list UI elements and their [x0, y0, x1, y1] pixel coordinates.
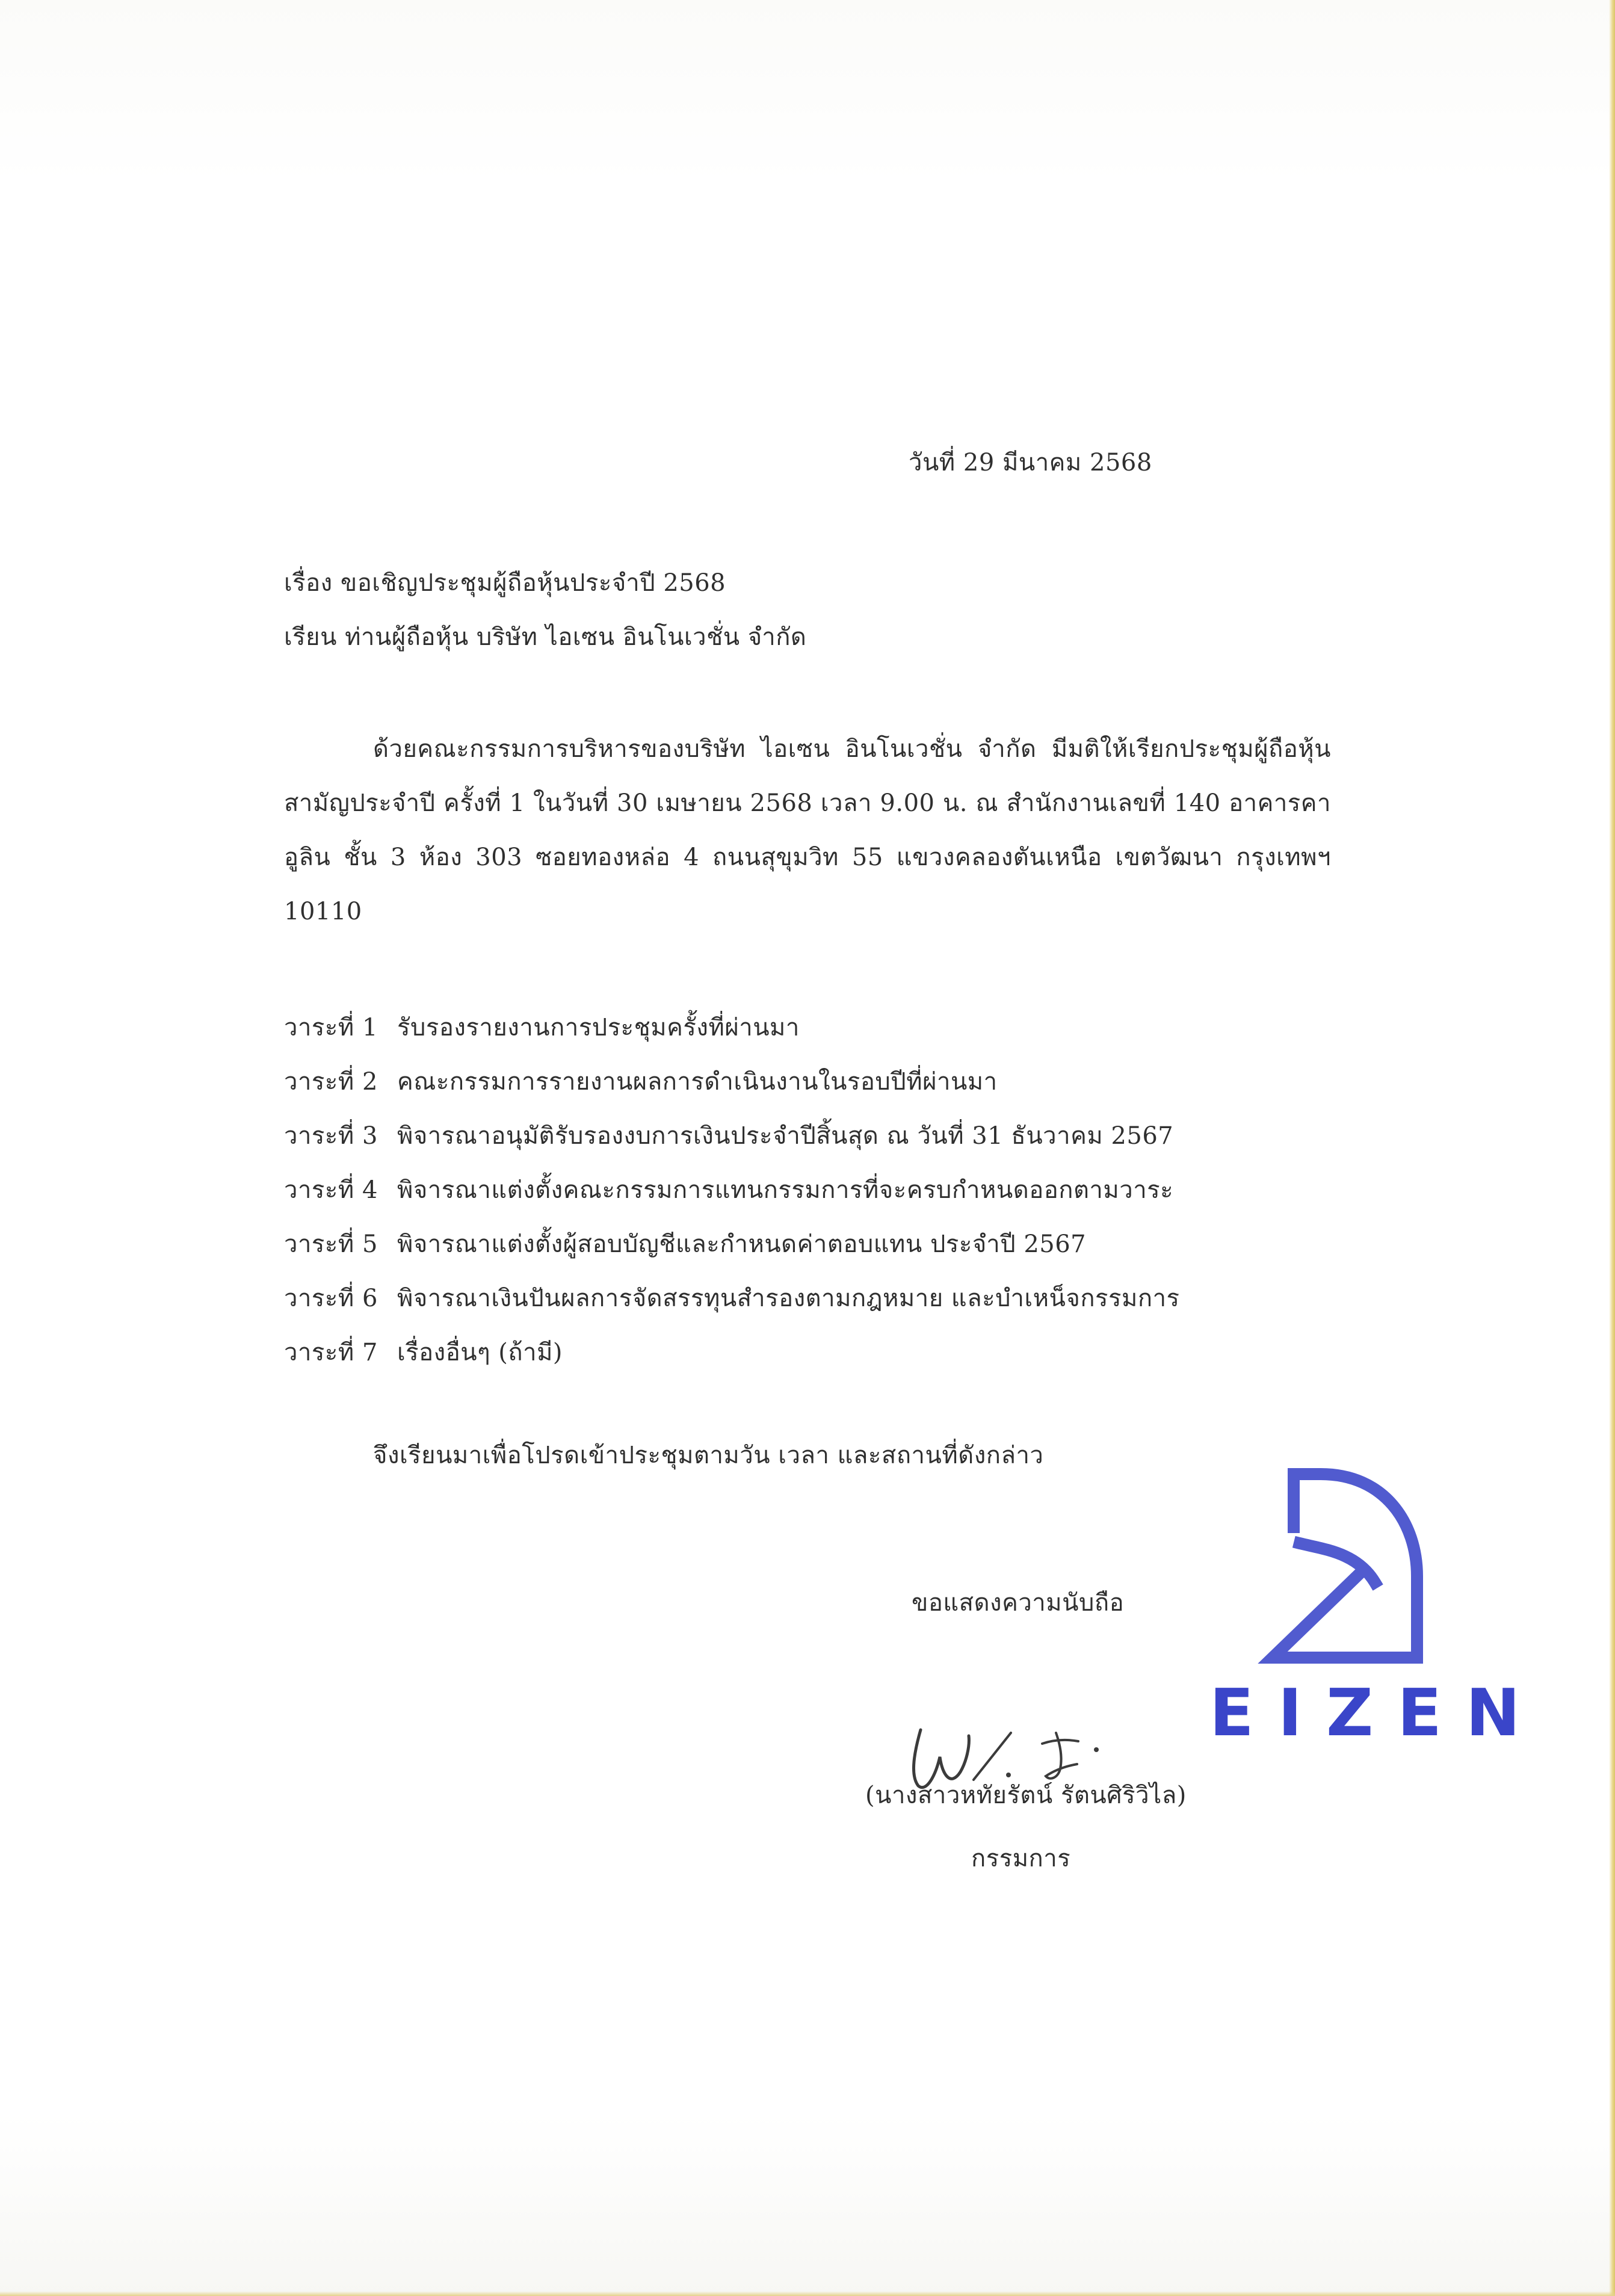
agenda-item: [284, 1109, 1307, 1163]
agenda-text: เรื่องอื่นๆ (ถ้ามี): [397, 1339, 563, 1366]
letter-subject: เรื่อง ขอเชิญประชุมผู้ถือหุ้นประจำปี 2568: [284, 569, 726, 597]
agenda-item: [284, 1271, 1307, 1325]
agenda-text: รับรองรายงานการประชุมครั้งที่ผ่านมา: [397, 1014, 800, 1042]
letter-recipient: เรียน ท่านผู้ถือหุ้น บริษัท ไอเซน อินโนเวชั่น จำกัด: [284, 623, 807, 651]
agenda-number: วาระที่ 5: [284, 1230, 378, 1258]
agenda-item: [284, 1325, 1307, 1380]
letter-date: วันที่ 29 มีนาคม 2568: [909, 449, 1152, 477]
paper-edge-bottom: [0, 2291, 1615, 2296]
agenda-text: พิจารณาอนุมัติรับรองงบการเงินประจำปีสิ้นสุด ณ วันที่ 31 ธันวาคม 2567: [397, 1122, 1174, 1150]
agenda-item: [284, 1001, 1307, 1055]
agenda-number: วาระที่ 4: [284, 1176, 378, 1204]
agenda-text: พิจารณาแต่งตั้งผู้สอบบัญชีและกำหนดค่าตอบแทน ประจำปี 2567: [397, 1230, 1087, 1258]
agenda-number: วาระที่ 6: [284, 1285, 378, 1312]
agenda-text: พิจารณาแต่งตั้งคณะกรรมการแทนกรรมการที่จะครบกำหนดออกตามวาระ: [397, 1176, 1174, 1204]
stamp-text: EIZEN: [1209, 1676, 1545, 1751]
agenda-number: วาระที่ 7: [284, 1339, 378, 1366]
agenda-text: พิจารณาเงินปันผลการจัดสรรทุนสำรองตามกฎหมาย และบำเหน็จกรรมการ: [397, 1285, 1180, 1312]
agenda-number: วาระที่ 1: [284, 1014, 378, 1042]
signer-name: (นางสาวหทัยรัตน์ รัตนศิริวิไล): [865, 1782, 1187, 1809]
letter-closing: จึงเรียนมาเพื่อโปรดเข้าประชุมตามวัน เวลา และสถานที่ดังกล่าว: [373, 1442, 1044, 1469]
signer-title: กรรมการ: [971, 1845, 1071, 1872]
agenda-item: [284, 1217, 1307, 1271]
letter-regards: ขอแสดงความนับถือ: [912, 1589, 1125, 1617]
agenda-item: [284, 1163, 1307, 1217]
agenda-text: คณะกรรมการรายงานผลการดำเนินงานในรอบปีที่ผ่านมา: [397, 1068, 998, 1096]
agenda-number: วาระที่ 2: [284, 1068, 378, 1096]
agenda-item: [284, 1055, 1307, 1109]
letter-body: ด้วยคณะกรรมการบริหารของบริษัท ไอเซน อินโนเวชั่น จำกัด มีมติให้เรียกประชุมผู้ถือหุ้นสามัญประจำปี ครั้งที่ 1 ในวันที่ 30 เมษายน 2568 เวลา 9.00 น. ณ สำนักงานเลขที่ 140 อาคารคาอูลิน ชั้น 3 ห้อง 303 ซอยทองหล่อ 4 ถนนสุขุมวิท 55 แขวงคลองตันเหนือ เขตวัฒนา กรุงเทพฯ 10110: [284, 735, 1331, 925]
paper-edge-right: [1609, 0, 1615, 2296]
agenda-number: วาระที่ 3: [284, 1122, 378, 1150]
agenda-list: [284, 1001, 1307, 1380]
